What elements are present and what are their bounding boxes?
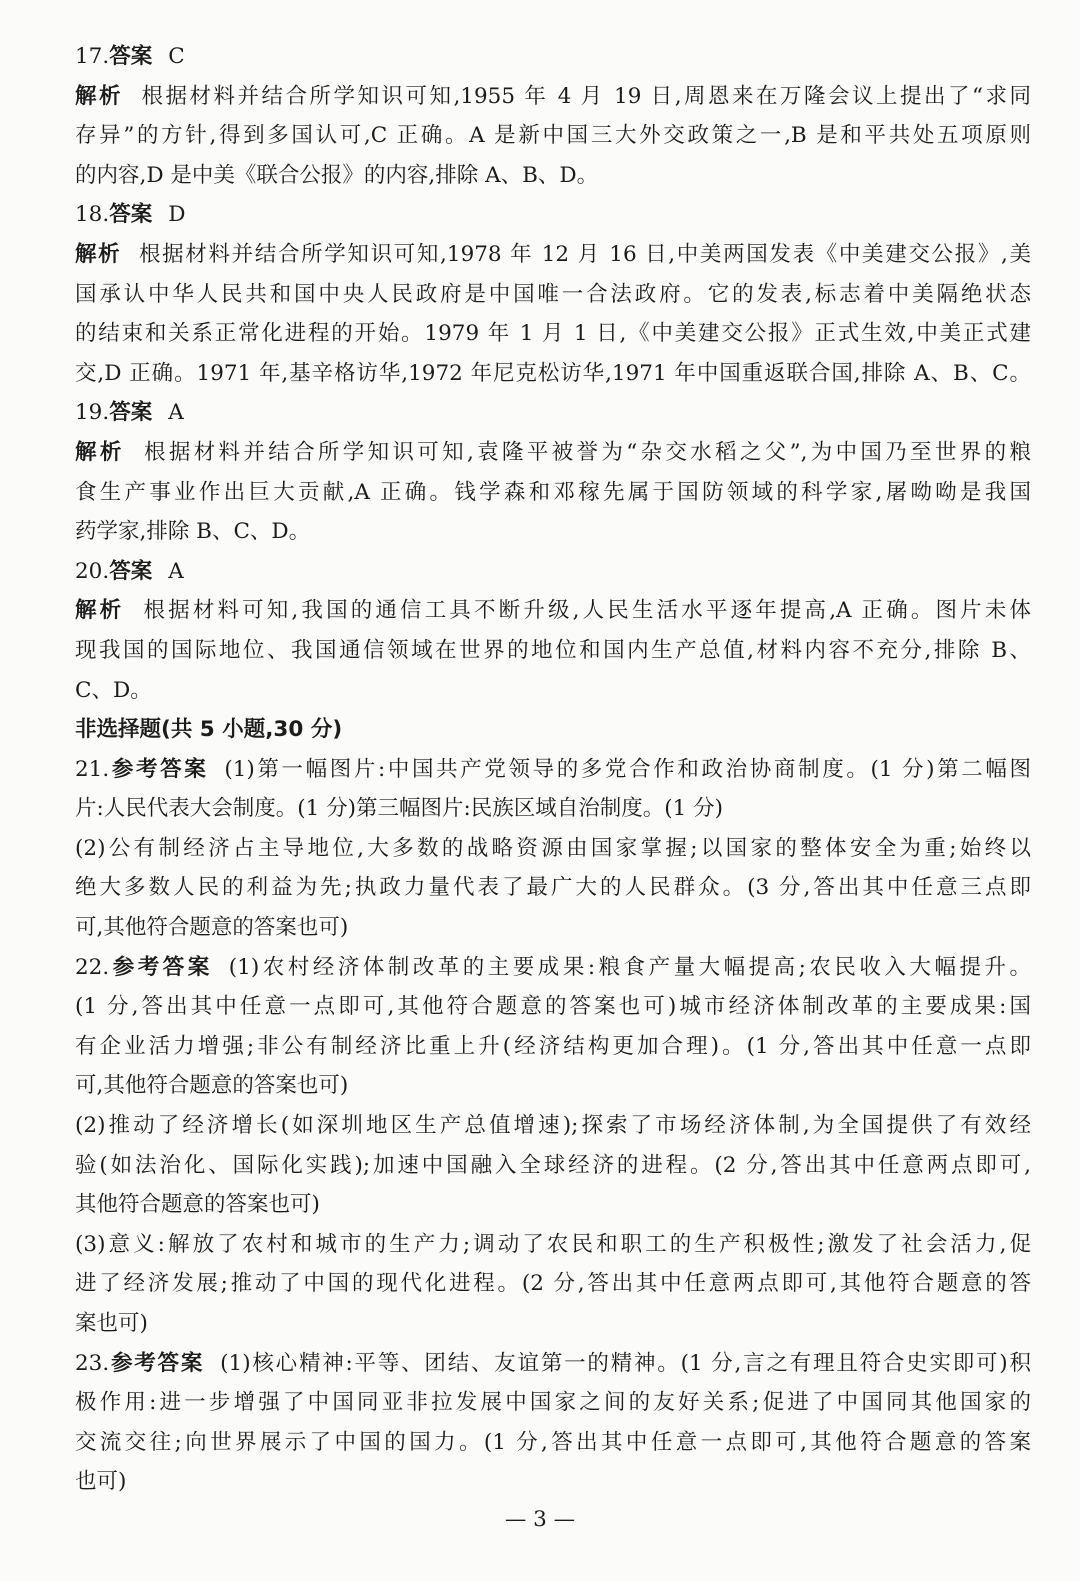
q22-line-5: (2)推动了经济增长(如深圳地区生产总值增速);探索了市场经济体制,为全国提供了有效经 xyxy=(75,1113,1031,1139)
q21-line-5: 可,其他符合题意的答案也可) xyxy=(75,915,349,941)
q18-text-1: 根据材料并结合所学知识可知,1978 年 12 月 16 日,中美两国发表《中美建交公报》,美 xyxy=(137,241,1031,267)
q20-analysis-label: 解析 xyxy=(75,598,125,624)
q20-answer-label: 答案 xyxy=(109,558,153,584)
q18-analysis-line-4: 交,D 正确。1971 年,基辛格访华,1972 年尼克松访华,1971 年中国重返联合国,排除 A、B、C。 xyxy=(75,360,1031,386)
q17-analysis-label: 解析 xyxy=(75,83,123,109)
q22-line-3: 有企业活力增强;非公有制经济比重上升(经济结构更加合理)。(1 分,答出其中任意一点即 xyxy=(75,1033,1031,1059)
q20-analysis-line-2: 现我国的国际地位、我国通信领域在世界的地位和国内生产总值,材料内容不充分,排除 B、 xyxy=(75,637,1031,663)
q18-answer: D xyxy=(168,202,186,228)
q18-analysis-line-2: 国承认中华人民共和国中央人民政府是中国唯一合法政府。它的发表,标志着中美隔绝状态 xyxy=(75,281,1031,307)
q18-answer-line xyxy=(75,195,1031,235)
q20-answer-line xyxy=(75,552,1031,592)
q18-analysis-label: 解析 xyxy=(75,241,122,267)
q22-line-10: 案也可) xyxy=(75,1311,148,1336)
q22-line-1 xyxy=(75,948,1031,988)
q22-text-1: (1)农村经济体制改革的主要成果:粮食产量大幅提高;农民收入大幅提升。 xyxy=(228,954,1031,980)
q19-analysis-line-3: 药学家,排除 B、C、D。 xyxy=(75,519,311,545)
q18-answer-label: 答案 xyxy=(109,202,153,228)
q22-ref-label: 参考答案 xyxy=(109,954,213,980)
q23-line-4: 也可) xyxy=(75,1469,127,1495)
q23-line-1 xyxy=(75,1344,1031,1384)
q19-answer-label: 答案 xyxy=(109,400,153,426)
q17-answer: C xyxy=(168,44,185,69)
q19-answer: A xyxy=(168,400,184,426)
q19-analysis-line-1 xyxy=(75,433,1031,473)
q17-analysis-line-3: 的内容,D 是中美《联合公报》的内容,排除 A、B、D。 xyxy=(75,162,599,188)
q21-line-1 xyxy=(75,750,1031,790)
q22-line-8: (3)意义:解放了农村和城市的生产力;调动了农民和职工的生产积极性;激发了社会活力,促 xyxy=(75,1231,1031,1257)
q23-number: 23. xyxy=(75,1350,110,1376)
section-title: 非选择题(共 5 小题,30 分) xyxy=(75,717,343,743)
page-number: — 3 — xyxy=(504,1507,576,1532)
q20-analysis-line-1 xyxy=(75,591,1031,631)
page-content xyxy=(75,37,1031,1502)
q22-number: 22. xyxy=(75,954,110,980)
q22-line-6: 验(如法治化、国际化实践);加速中国融入全球经济的进程。(2 分,答出其中任意两点即可, xyxy=(75,1152,1031,1178)
q23-text-1: (1)核心精神:平等、团结、友谊第一的精神。(1 分,言之有理且符合史实即可)积 xyxy=(220,1350,1031,1376)
q18-number: 18. xyxy=(75,202,110,228)
q22-line-4: 可,其他符合题意的答案也可) xyxy=(75,1073,349,1099)
q17-answer-line xyxy=(75,37,1031,77)
q23-line-3: 交流交往;向世界展示了中国的国力。(1 分,答出其中任意一点即可,其他符合题意的答案 xyxy=(75,1429,1031,1455)
q23-ref-label: 参考答案 xyxy=(109,1350,205,1376)
q17-text-1: 根据材料并结合所学知识可知,1955 年 4 月 19 日,周恩来在万隆会议上提出了“求同 xyxy=(139,83,1031,109)
q17-number: 17. xyxy=(75,44,110,69)
q22-line-2: (1 分,答出其中任意一点即可,其他符合题意的答案也可)城市经济体制改革的主要成果:国 xyxy=(75,994,1031,1020)
q20-text-1: 根据材料可知,我国的通信工具不断升级,人民生活水平逐年提高,A 正确。图片未体 xyxy=(140,598,1031,624)
q19-analysis-label: 解析 xyxy=(75,439,125,465)
q21-line-3: (2)公有制经济占主导地位,大多数的战略资源由国家掌握;以国家的整体安全为重;始终以 xyxy=(75,835,1031,861)
q20-number: 20. xyxy=(75,558,110,584)
q17-analysis-line-1 xyxy=(75,77,1031,117)
q19-analysis-line-2: 食生产事业作出巨大贡献,A 正确。钱学森和邓稼先属于国防领域的科学家,屠呦呦是我国 xyxy=(75,479,1031,505)
q22-line-7: 其他符合题意的答案也可) xyxy=(75,1192,320,1218)
q18-analysis-line-1 xyxy=(75,235,1031,275)
q17-answer-label: 答案 xyxy=(109,44,153,69)
q21-line-2: 片:人民代表大会制度。(1 分)第三幅图片:民族区域自治制度。(1 分) xyxy=(75,796,724,822)
q20-analysis-line-3: C、D。 xyxy=(75,677,152,703)
q17-analysis-line-2: 存异”的方针,得到多国认可,C 正确。A 是新中国三大外交政策之一,B 是和平共处五项原则 xyxy=(75,123,1031,149)
q19-text-1: 根据材料并结合所学知识可知,袁隆平被誉为“杂交水稻之父”,为中国乃至世界的粮 xyxy=(140,439,1031,465)
q21-ref-label: 参考答案 xyxy=(109,756,209,782)
q21-number: 21. xyxy=(75,756,110,782)
q23-line-2: 极作用:进一步增强了中国同亚非拉发展中国家之间的友好关系;促进了中国同其他国家的 xyxy=(75,1390,1031,1416)
q20-answer: A xyxy=(168,558,184,584)
q21-line-4: 绝大多数人民的利益为先;执政力量代表了最广大的人民群众。(3 分,答出其中任意三点即 xyxy=(75,875,1031,901)
q19-number: 19. xyxy=(75,400,110,426)
q19-answer-line xyxy=(75,393,1031,433)
q21-text-1: (1)第一幅图片:中国共产党领导的多党合作和政治协商制度。(1 分)第二幅图 xyxy=(224,756,1031,782)
q22-line-9: 进了经济发展;推动了中国的现代化进程。(2 分,答出其中任意两点即可,其他符合题意的答 xyxy=(75,1271,1031,1297)
q18-analysis-line-3: 的结束和关系正常化进程的开始。1979 年 1 月 1 日,《中美建交公报》正式生效,中美正式建 xyxy=(75,321,1031,347)
